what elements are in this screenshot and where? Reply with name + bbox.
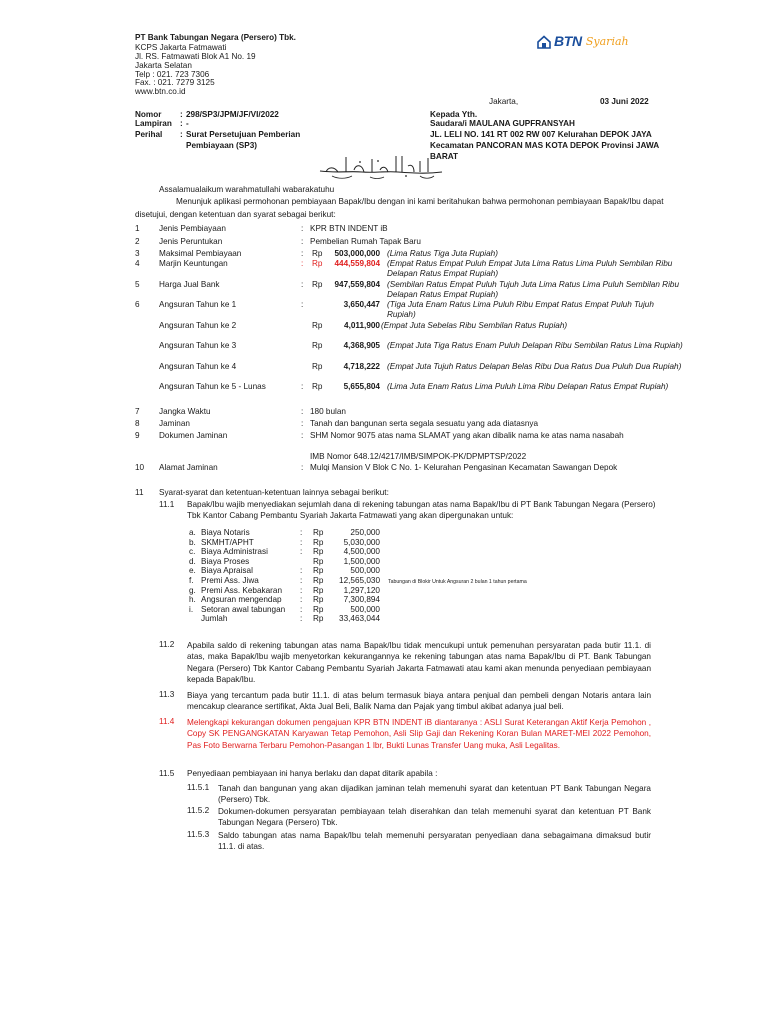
item-amount: 503,000,000	[334, 249, 380, 258]
item-number: 11	[135, 488, 144, 497]
logo-syariah-text: Syariah	[585, 34, 629, 48]
item-currency: Rp	[312, 362, 323, 371]
logo-btn-text: BTN	[554, 33, 582, 49]
cost-label: Premi Ass. Jiwa	[201, 576, 259, 585]
cost-amount: 12,565,030	[339, 576, 380, 585]
company-fax: Fax. : 021. 7279 3125	[135, 78, 215, 87]
item-amount-words: Rupiah)	[387, 310, 416, 319]
cost-letter: e.	[189, 566, 196, 576]
recipient-to: Kepada Yth.	[430, 110, 478, 119]
clause-text: Biaya yang tercantum pada butir 11.1. di atas belum termasuk biaya antara penjual dan pembeli dengan Notaris antara lain mencakup clearance sertifikat, Akta Jual Beli, Balik Nama dan Pajak yang timbul akibat adanya jual beli.	[187, 691, 651, 712]
item-sep: :	[301, 419, 304, 428]
clause-text: Penyediaan pembiayaan ini hanya berlaku dan dapat ditarik apabila :	[187, 769, 438, 778]
intro-line-2: disetujui, dengan ketentuan dan syarat sebagai berikut:	[135, 210, 336, 219]
item-amount-words: Delapan Ratus Empat Rupiah)	[387, 290, 499, 299]
item-amount: 4,718,222	[343, 362, 380, 371]
item-label: Angsuran Tahun ke 2	[159, 321, 237, 330]
cost-label: Premi Ass. Kebakaran	[201, 585, 283, 595]
cost-currency: Rp	[313, 547, 324, 557]
subclause-text: Saldo tabungan atas nama Bapak/Ibu telah memenuhi persyaratan penyediaan dana sebagaimana dimaksud butir 11.1. di atas.	[218, 831, 651, 852]
item-number: 4	[135, 259, 140, 268]
subclause-text: Tanah dan bangunan yang akan dijadikan jaminan telah memenuhi syarat dan ketentuan PT Bank Tabungan Negara (Persero) Tbk.	[218, 784, 651, 805]
item-label: Maksimal Pembiayaan	[159, 249, 242, 258]
btn-syariah-logo	[537, 33, 629, 51]
item-label: Marjin Keuntungan	[159, 259, 228, 268]
item-number: 2	[135, 237, 140, 246]
cost-currency: Rp	[313, 585, 324, 595]
clause-number: 11.3	[159, 690, 175, 699]
cost-sep: :	[300, 537, 303, 547]
cost-currency: Rp	[313, 528, 324, 537]
item-currency: Rp	[312, 280, 323, 289]
cost-amount: 250,000	[350, 528, 380, 537]
meta-value-nomor: 298/SP3/JPM/JF/VI/2022	[186, 110, 279, 119]
cost-total-label: Jumlah	[201, 614, 228, 624]
cost-label: Biaya Administrasi	[201, 547, 268, 557]
item-amount-words: (Empat Juta Tiga Ratus Enam Puluh Delapan Ribu Sembilan Ratus Lima Rupiah)	[387, 341, 683, 350]
recipient-address: JL. LELI NO. 141 RT 002 RW 007 Kelurahan DEPOK JAYA	[430, 130, 652, 139]
cost-sep: :	[300, 566, 303, 576]
cost-amount: 500,000	[350, 566, 380, 576]
recipient-name: Saudara/i MAULANA GUPFRANSYAH	[430, 119, 575, 128]
subclause-number: 11.5.1	[187, 783, 210, 792]
cost-note: Tabungan di Blokir Untuk Angsuran 2 bulan 1 tahun pertama	[388, 579, 527, 585]
cost-label: Biaya Notaris	[201, 528, 250, 537]
item-value: Tanah dan bangunan serta segala sesuatu yang ada diatasnya	[310, 419, 539, 428]
cost-total-amount: 33,463,044	[339, 614, 380, 624]
item-value: Pembelian Rumah Tapak Baru	[310, 237, 421, 246]
company-website: www.btn.co.id	[135, 87, 186, 96]
item-label: Angsuran Tahun ke 5 - Lunas	[159, 382, 266, 391]
item-sep: :	[301, 382, 304, 391]
meta-sep: :	[180, 110, 183, 119]
recipient-address: Kecamatan PANCORAN MAS KOTA DEPOK Provinsi JAWA	[430, 141, 660, 150]
item-label: Angsuran Tahun ke 4	[159, 362, 237, 371]
cost-sep: :	[300, 585, 303, 595]
meta-sep: :	[180, 130, 183, 139]
item-sep: :	[301, 224, 304, 233]
item-amount-words: (Tiga Juta Enam Ratus Lima Puluh Ribu Empat Ratus Empat Puluh Tujuh	[387, 300, 654, 309]
cost-amount: 1,500,000	[343, 556, 380, 566]
item-label: Jenis Pembiayaan	[159, 224, 226, 233]
cost-letter: g.	[189, 585, 196, 595]
cost-sep: :	[300, 576, 303, 585]
cost-sep: :	[300, 614, 303, 624]
letter-date: 03 Juni 2022	[600, 97, 649, 106]
cost-letter: h.	[189, 595, 196, 605]
item-label: Dokumen Jaminan	[159, 431, 228, 440]
item-label: Jenis Peruntukan	[159, 237, 223, 246]
clause-text: Apabila saldo di rekening tabungan atas nama Bapak/Ibu tidak mencukupi untuk pemenuhan persyaratan pada butir 11.1. di atas, maka Bapak/Ibu wajib menyetorkan kekurangannya ke rekening tabungan atas nama Bapak/Ibu di PT. Bank Tabungan Negara (Persero) Tbk Kantor Cabang Pembantu Syariah Jakarta Fatmawati atau kami akan menunda penyediaan pembiayaan kepada Bapak/Ibu.	[187, 641, 651, 685]
item-sep: :	[301, 463, 304, 472]
cost-currency: Rp	[313, 614, 324, 624]
bismillah-calligraphy-icon	[316, 152, 446, 180]
item-value: SHM Nomor 9075 atas nama SLAMAT yang akan dibalik nama ke atas nama nasabah	[310, 431, 624, 440]
item-sep: :	[301, 300, 304, 309]
item-number: 1	[135, 224, 140, 233]
item-value: Mulqi Mansion V Blok C No. 1- Kelurahan Pengasinan Kecamatan Sawangan Depok	[310, 463, 618, 472]
item-currency: Rp	[312, 259, 323, 268]
item-value: 180 bulan	[310, 407, 346, 416]
company-address-line: Jakarta Selatan	[135, 61, 192, 70]
meta-value-perihal-2: Pembiayaan (SP3)	[186, 141, 257, 150]
item-amount-words: (Empat Juta Sebelas Ribu Sembilan Ratus Rupiah)	[381, 321, 568, 330]
company-address-line: KCPS Jakarta Fatmawati	[135, 43, 227, 52]
meta-value-perihal: Surat Persetujuan Pemberian	[186, 130, 301, 139]
company-name: PT Bank Tabungan Negara (Persero) Tbk.	[135, 33, 296, 42]
item-label: Jaminan	[159, 419, 190, 428]
item-amount: 4,368,905	[343, 341, 380, 350]
item-label: Jangka Waktu	[159, 407, 211, 416]
item-amount-words: (Lima Ratus Tiga Juta Rupiah)	[387, 249, 498, 258]
item-amount: 947,559,804	[334, 280, 380, 289]
meta-value-lampiran: -	[186, 119, 189, 128]
item-sep: :	[301, 431, 304, 440]
item-sep: :	[301, 249, 304, 258]
item-number: 9	[135, 431, 140, 440]
item-number: 5	[135, 280, 140, 289]
cost-letter: d.	[189, 556, 196, 566]
meta-label-lampiran: Lampiran	[135, 119, 172, 128]
item-value: KPR BTN INDENT iB	[310, 224, 388, 233]
cost-label: Biaya Apraisal	[201, 566, 253, 576]
meta-sep: :	[180, 119, 183, 128]
item-label: Angsuran Tahun ke 1	[159, 300, 237, 309]
item-amount-words: (Lima Juta Enam Ratus Lima Puluh Lima Ribu Delapan Ratus Empat Rupiah)	[387, 382, 669, 391]
cost-amount: 4,500,000	[343, 547, 380, 557]
item-sep: :	[301, 407, 304, 416]
cost-currency: Rp	[313, 556, 324, 566]
item-currency: Rp	[312, 249, 323, 258]
meta-label-perihal: Perihal	[135, 130, 163, 139]
item-number: 7	[135, 407, 140, 416]
clause-text-highlight: Melengkapi kekurangan dokumen pengajuan KPR BTN INDENT iB diantaranya : ASLI Surat Keterangan Aktif Kerja Pemohon , Copy SK PENGANGKATAN Karyawan Tetap Pemohon, Asli Slip Gaji dan Rekening Koran Bulan MARET-MEI 2022 Pemohon, Pas Foto Berwarna Terbaru Pemohon-Pasangan 1 lbr, Bukti Lunas Transfer Uang muka, Asli Legalitas.	[187, 718, 651, 750]
letter-city: Jakarta,	[489, 97, 519, 106]
cost-currency: Rp	[313, 604, 324, 614]
cost-letter: a.	[189, 528, 196, 537]
item-number: 8	[135, 419, 140, 428]
item-currency: Rp	[312, 321, 323, 330]
clause-text: Tbk Kantor Cabang Pembantu Syariah Jakarta Fatmawati yang akan dipergunakan untuk:	[187, 511, 514, 520]
recipient-address: BARAT	[430, 152, 459, 161]
item-amount-words: (Empat Juta Tujuh Ratus Delapan Belas Ribu Dua Ratus Dua Puluh Dua Rupiah)	[387, 362, 682, 371]
item-number: 3	[135, 249, 140, 258]
meta-label-nomor: Nomor	[135, 110, 162, 119]
cost-letter: c.	[189, 547, 196, 557]
clause-number: 11.2	[159, 640, 175, 649]
cost-currency: Rp	[313, 576, 324, 585]
item-label: Angsuran Tahun ke 3	[159, 341, 237, 350]
clause-text: Bapak/Ibu wajib menyediakan sejumlah dana di rekening tabungan atas nama Bapak/Ibu di PT Bank Tabungan Negara (Persero)	[187, 500, 656, 509]
imb-number: IMB Nomor 648.12/4217/IMB/SIMPOK-PK/DPMPTSP/2022	[310, 452, 527, 461]
item-sep: :	[301, 259, 304, 268]
greeting: Assalamualaikum warahmatullahi wabarakatuhu	[159, 185, 335, 194]
cost-amount: 500,000	[350, 604, 380, 614]
cost-letter: i.	[189, 604, 194, 614]
item-currency: Rp	[312, 382, 323, 391]
clause-number: 11.1	[159, 500, 175, 509]
item-amount: 5,655,804	[343, 382, 380, 391]
item-amount: 3,650,447	[343, 300, 380, 309]
subclause-text: Dokumen-dokumen persyaratan pembiayaan telah diserahkan dan telah memenuhi syarat dan ketentuan PT Bank Tabungan Negara (Persero) Tbk.	[218, 807, 651, 828]
item-amount: 4,011,900	[344, 321, 380, 330]
item-sep: :	[301, 237, 304, 246]
item-amount-words: Delapan Ratus Empat Rupiah)	[387, 269, 499, 278]
cost-sep: :	[300, 604, 303, 614]
cost-label: Biaya Proses	[201, 556, 250, 566]
item-amount: 444,559,804	[334, 259, 380, 268]
item-amount-words: (Empat Ratus Empat Puluh Empat Juta Lima Ratus Lima Puluh Sembilan Ribu	[387, 259, 673, 268]
cost-sep: :	[300, 547, 303, 557]
cost-sep: :	[300, 595, 303, 605]
cost-sep: :	[300, 528, 303, 537]
cost-currency: Rp	[313, 537, 324, 547]
item-amount-words: (Sembilan Ratus Empat Puluh Tujuh Juta Lima Ratus Lima Puluh Sembilan Ribu	[387, 280, 680, 289]
cost-amount: 1,297,120	[343, 585, 380, 595]
cost-currency: Rp	[313, 595, 324, 605]
cost-label: Setoran awal tabungan	[201, 604, 286, 614]
item-label: Alamat Jaminan	[159, 463, 218, 472]
subclause-number: 11.5.3	[187, 830, 210, 839]
item-label: Harga Jual Bank	[159, 280, 220, 289]
item-currency: Rp	[312, 341, 323, 350]
cost-currency: Rp	[313, 566, 324, 576]
cost-amount: 5,030,000	[343, 537, 380, 547]
intro-line-1: Menunjuk aplikasi permohonan pembiayaan Bapak/Ibu dengan ini kami beritahukan bahwa permohonan pembiayaan Bapak/Ibu dapat	[176, 197, 664, 206]
cost-amount: 7,300,894	[343, 595, 380, 605]
item-sep: :	[301, 280, 304, 289]
section-title: Syarat-syarat dan ketentuan-ketentuan lainnya sebagai berikut:	[159, 488, 389, 497]
subclause-number: 11.5.2	[187, 806, 210, 815]
cost-label: SKMHT/APHT	[201, 537, 254, 547]
cost-letter: b.	[189, 537, 196, 547]
clause-number: 11.5	[159, 769, 175, 778]
company-address-line: Jl. RS. Fatmawati Blok A1 No. 19	[135, 52, 256, 61]
company-phone: Telp : 021. 723 7306	[135, 70, 210, 79]
cost-label: Angsuran mengendap	[201, 595, 282, 605]
cost-letter: f.	[189, 576, 194, 585]
btn-house-icon	[537, 35, 551, 49]
clause-number: 11.4	[159, 717, 175, 726]
item-number: 6	[135, 300, 140, 309]
item-number: 10	[135, 463, 145, 472]
